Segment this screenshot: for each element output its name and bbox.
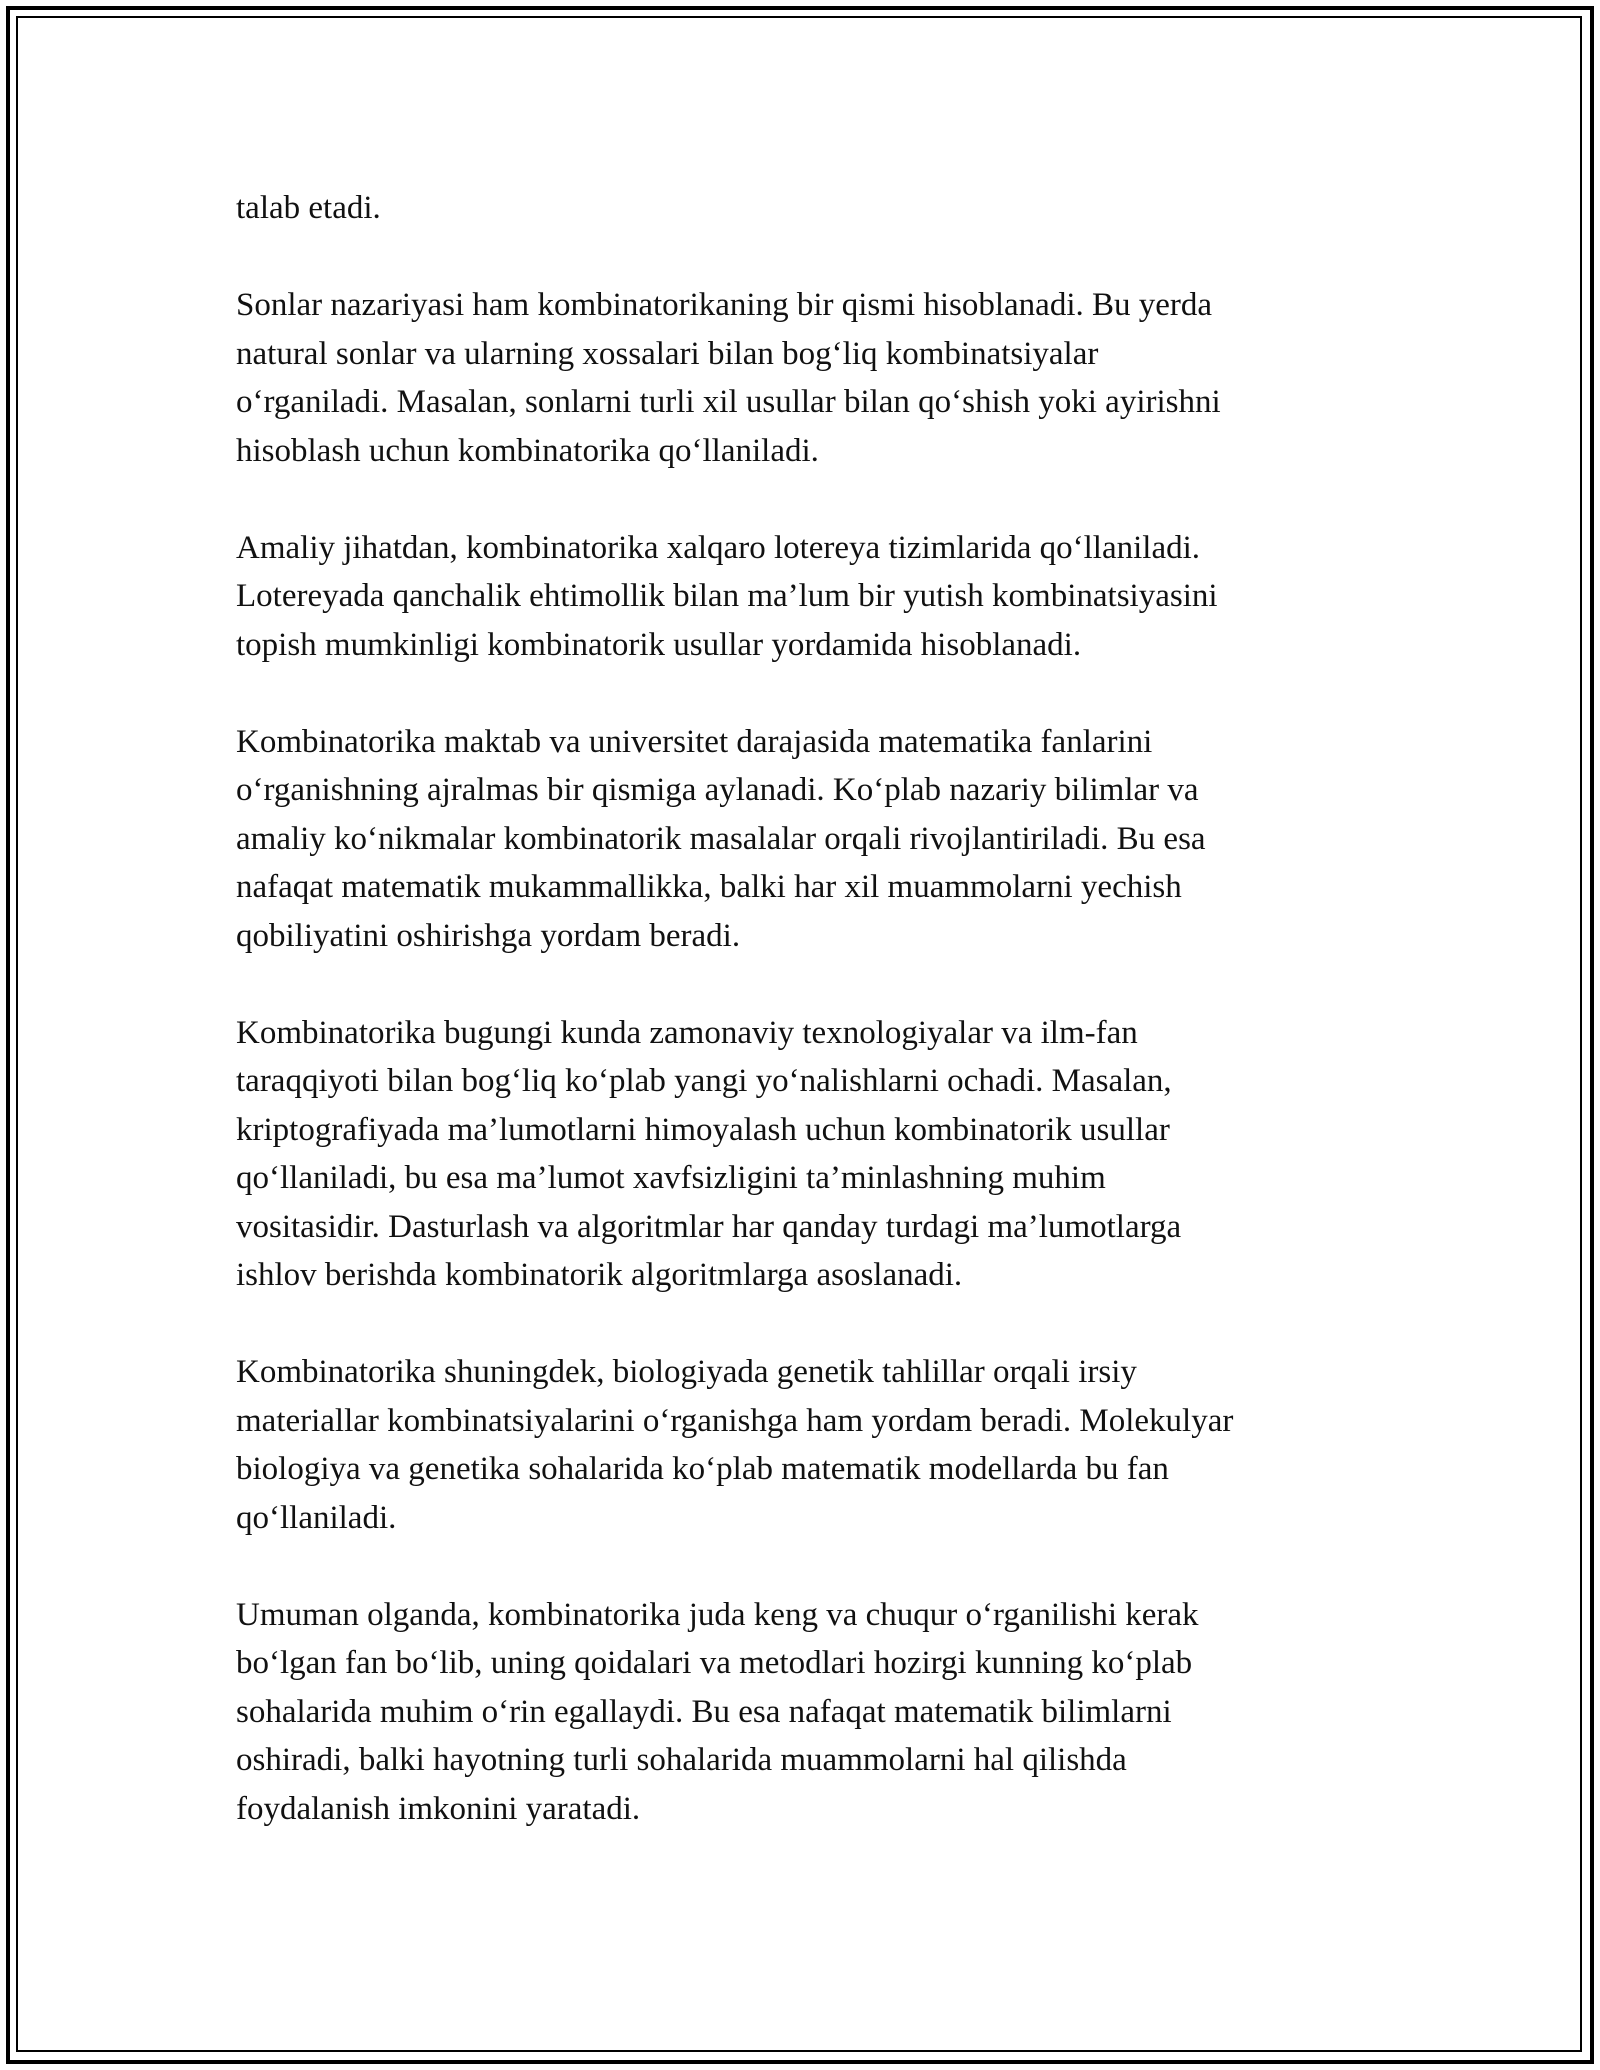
paragraph-lottery: Amaliy jihatdan, kombinatorika xalqaro lotereya tizimlarida qo‘llaniladi. Lotereyada qanchalik ehtimollik bilan ma’lum bir yutish kombinatsiyasini topish mumkinligi kombinatorik usullar yordamida hisoblanadi. [236, 529, 1218, 663]
paragraph-education: Kombinatorika maktab va universitet darajasida matematika fanlarini o‘rganishning ajralmas bir qismiga aylanadi. Ko‘plab nazariy bilimlar va amaliy ko‘nikmalar kombinatorik masalalar orqali rivojlantiriladi. Bu esa nafaqat matematik mukammallikka, balki har xil muammolarni yechish qobiliyatini oshirishga yordam beradi. [236, 723, 1206, 954]
paragraph-technology: Kombinatorika bugungi kunda zamonaviy texnologiyalar va ilm-fan taraqqiyoti bilan bog‘liq ko‘plab yangi yo‘nalishlarni ochadi. Masalan, kriptografiyada ma’lumotlarni himoyalash uchun kombinatorik usullar qo‘llaniladi, bu esa ma’lumot xavfsizligini ta’minlashning muhim vositasidir. Dasturlash va algoritmlar har qanday turdagi ma’lumotlarga ishlov berishda kombinatorik algoritmlarga asoslanadi. [236, 1014, 1182, 1293]
paragraph-biology: Kombinatorika shuningdek, biologiyada genetik tahlillar orqali irsiy materiallar kombinatsiyalarini o‘rganishga ham yordam beradi. Molekulyar biologiya va genetika sohalarida ko‘plab matematik modellarda bu fan qo‘llaniladi. [236, 1354, 1234, 1536]
paragraph-number-theory: Sonlar nazariyasi ham kombinatorikaning bir qismi hisoblanadi. Bu yerda natural sonlar va ularning xossalari bilan bog‘liq kombinatsiyalar o‘rganiladi. Masalan, sonlarni turli xil usullar bilan qo‘shish yoki ayirishni hisoblash uchun kombinatorika qo‘llaniladi. [236, 287, 1221, 469]
document-body [236, 184, 1356, 1882]
paragraph-continuation: talab etadi. [236, 190, 381, 226]
paragraph-conclusion: Umuman olganda, kombinatorika juda keng va chuqur o‘rganilishi kerak bo‘lgan fan bo‘lib, uning qoidalari va metodlari hozirgi kunning ko‘plab sohalarida muhim o‘rin egallaydi. Bu esa nafaqat matematik bilimlarni oshiradi, balki hayotning turli sohalarida muammolarni hal qilishda foydalanish imkonini yaratadi. [236, 1596, 1199, 1827]
